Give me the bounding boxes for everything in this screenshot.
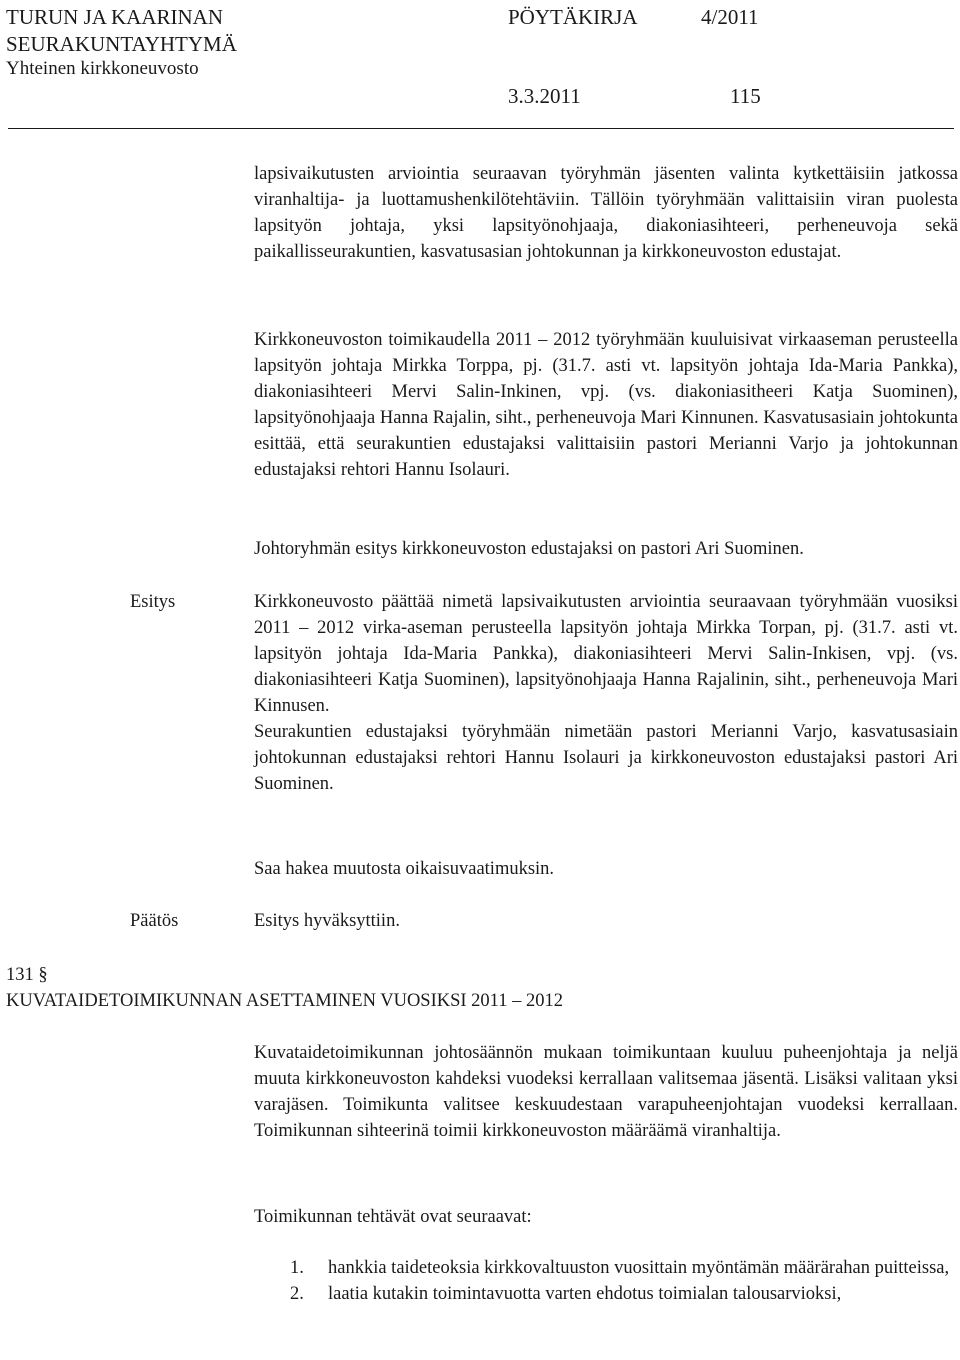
header-organization-line2: SEURAKUNTAYHTYMÄ <box>6 32 237 56</box>
header-organization-line1: TURUN JA KAARINAN <box>6 5 224 29</box>
list-item-number: 1. <box>290 1258 304 1278</box>
header-date: 3.3.2011 <box>508 84 581 108</box>
header-divider <box>8 128 954 129</box>
paragraph-management-proposal: Johtoryhmän esitys kirkkoneuvoston edustajaksi on pastori Ari Suominen. <box>254 539 804 559</box>
header-page-number: 115 <box>730 84 761 108</box>
paragraph-appeal-notice: Saa hakea muutosta oikaisuvaatimuksin. <box>254 859 555 879</box>
list-item-text: hankkia taideteoksia kirkkovaltuuston vuosittain myöntämän määrärahan puitteissa, <box>328 1258 950 1278</box>
paragraph-decision-text: Esitys hyväksyttiin. <box>254 911 400 931</box>
paragraph-committee-tasks-intro: Toimikunnan tehtävät ovat seuraavat: <box>254 1207 532 1227</box>
header-document-type: PÖYTÄKIRJA <box>508 5 638 29</box>
section-title: KUVATAIDETOIMIKUNNAN ASETTAMINEN VUOSIKSI 2011 – 2012 <box>6 991 563 1011</box>
decision-label: Päätös <box>130 911 179 931</box>
header-document-number: 4/2011 <box>701 5 759 29</box>
list-item <box>254 1281 958 1307</box>
paragraph-working-group-members: Kirkkoneuvoston toimikaudella 2011 – 2012 työryhmään kuuluisivat virkaaseman perusteella lapsityön johtaja Mirkka Torppa, pj. (31.7. asti vt. lapsityön johtaja Ida-Maria Pankka), diakoniasihteeri Mervi Salin-Inkinen, vpj. (vs. diakoniasitheeri Katja Suominen), lapsityönohjaaja Hanna Rajalin, siht., perheneuvoja Mari Kinnunen. Kasvatusasiain johtokunta esittää, että seurakuntien edustajaksi valittaisiin pastori Merianni Varjo ja johtokunnan edustajaksi rehtori Hannu Isolauri. <box>254 330 958 480</box>
header-body-name: Yhteinen kirkkoneuvosto <box>6 58 199 79</box>
list-item-text: laatia kutakin toimintavuotta varten ehdotus toimialan talousarvioksi, <box>328 1284 842 1304</box>
proposal-label: Esitys <box>130 592 176 612</box>
section-number: 131 § <box>6 965 48 985</box>
paragraph-committee-rules: Kuvataidetoimikunnan johtosäännön mukaan toimikuntaan kuuluu puheenjohtaja ja neljä muuta kirkkoneuvoston kahdeksi vuodeksi kerrallaan valitsemaa jäsentä. Lisäksi valitaan yksi varajäsen. Toimikunta valitsee keskuudestaan varapuheenjohtajan vuodeksi kerrallaan. Toimikunnan sihteerinä toimii kirkkoneuvoston määräämä viranhaltija. <box>254 1043 958 1141</box>
committee-task-list <box>254 1255 958 1307</box>
list-item-number: 2. <box>290 1284 304 1304</box>
paragraph-working-group-intro: lapsivaikutusten arviointia seuraavan työryhmän jäsenten valinta kytkettäisiin jatkossa viranhaltija- ja luottamushenkilötehtäviin. Tällöin työryhmään valittaisiin viran puolesta lapsityön johtaja, yksi lapsityönohjaaja, diakoniasihteeri, perheneuvoja sekä paikallisseurakuntien, kasvatusasian johtokunnan ja kirkkoneuvoston edustajat. <box>254 164 958 262</box>
paragraph-proposal-text: Kirkkoneuvosto päättää nimetä lapsivaikutusten arviointia seuraavaan työryhmään vuosiksi 2011 – 2012 virka-aseman perusteella lapsityön johtaja Mirkka Torpan, pj. (31.7. asti vt. lapsityön johtaja Ida-Maria Pankka), diakoniasihteeri Mervi Salin-Inkisen, vpj. (vs. diakoniasihteeri Katja Suominen), lapsityönohjaaja Hanna Rajalinin, siht., perheneuvoja Mari Kinnusen. <box>254 592 958 716</box>
paragraph-representatives: Seurakuntien edustajaksi työryhmään nimetään pastori Merianni Varjo, kasvatusasiain johtokunnan edustajaksi rehtori Hannu Isolauri ja kirkkoneuvoston edustajaksi pastori Ari Suominen. <box>254 722 958 794</box>
list-item <box>254 1255 958 1281</box>
